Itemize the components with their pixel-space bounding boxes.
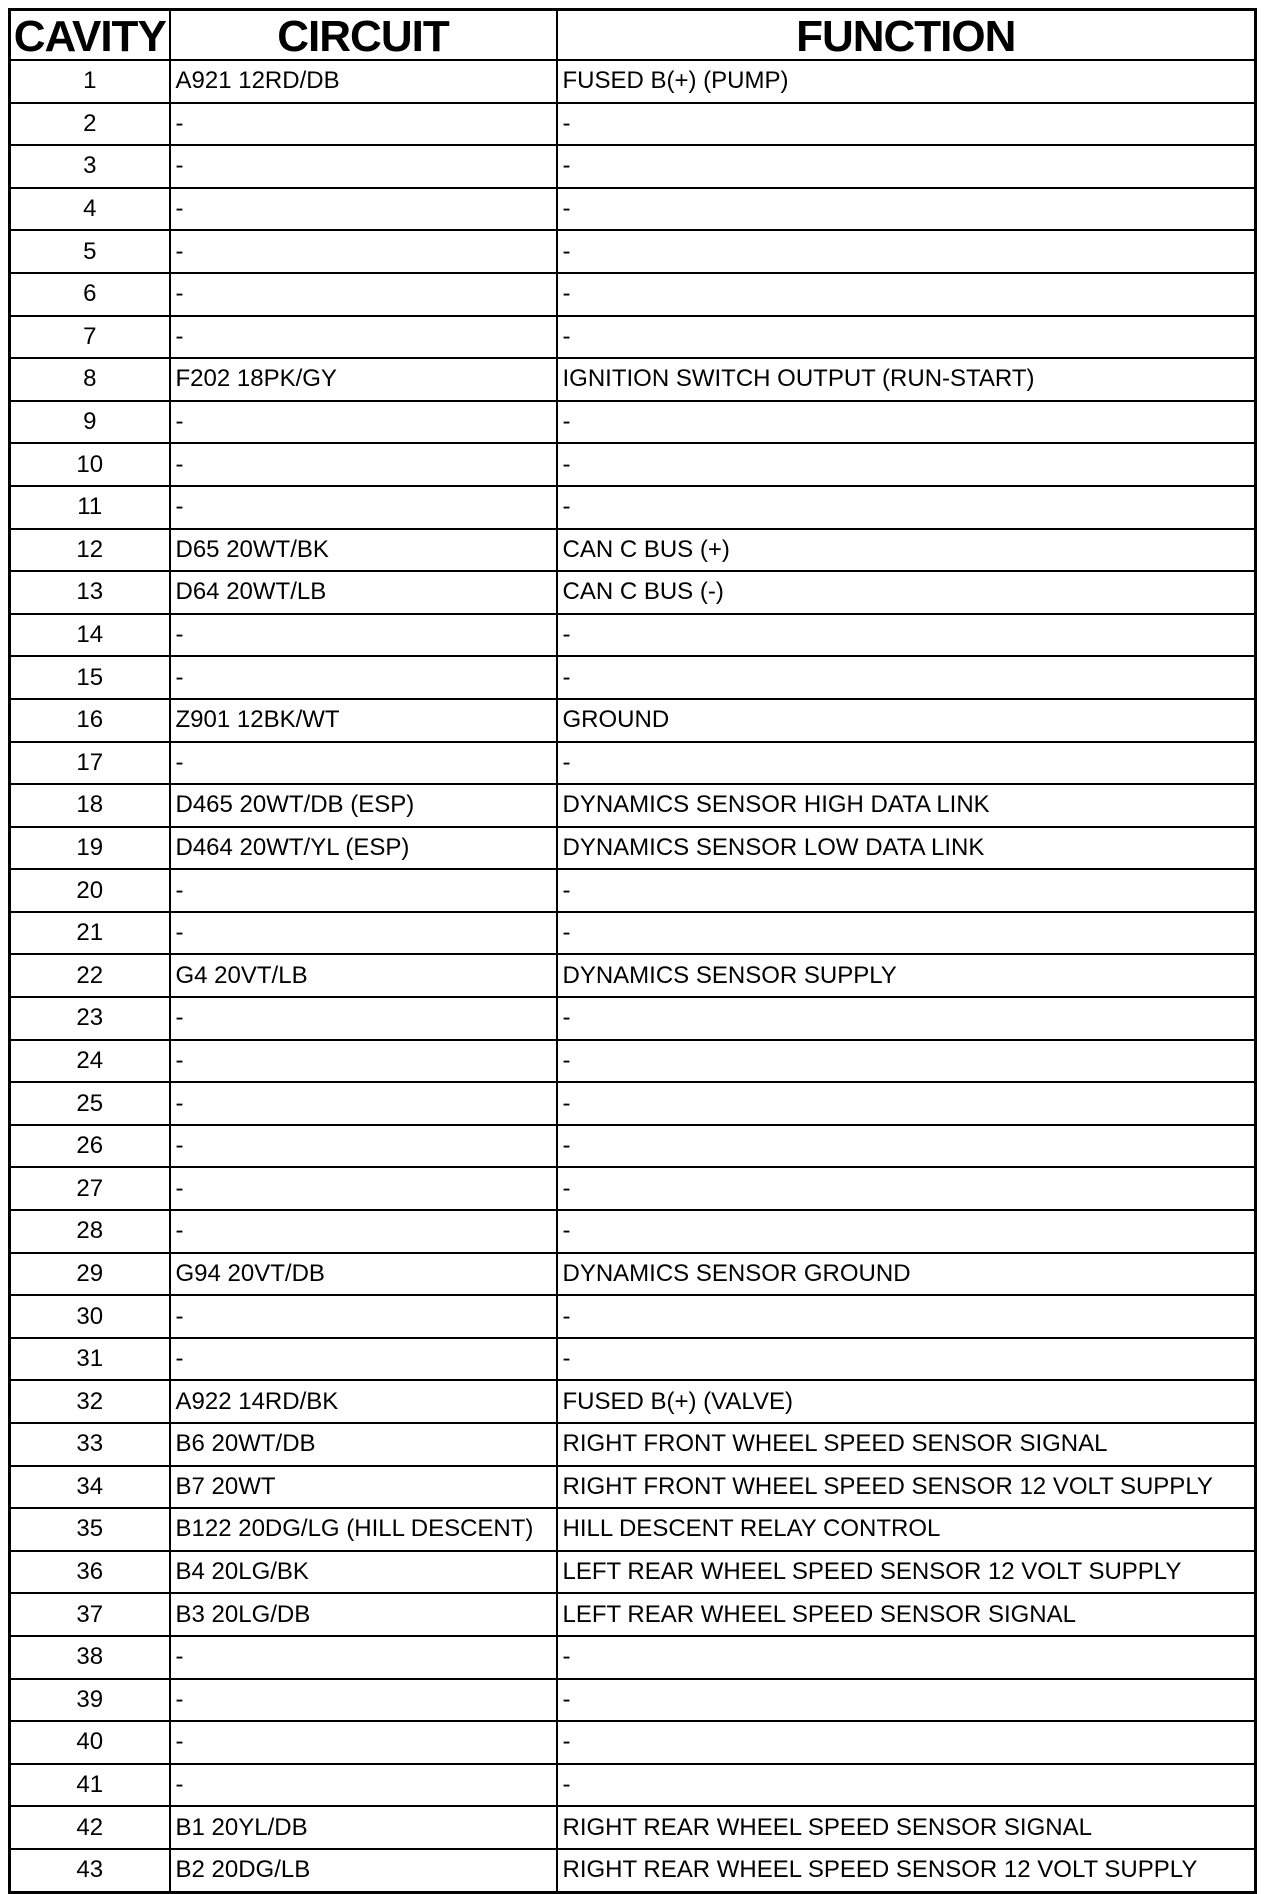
cavity-cell: 29 [10,1253,170,1296]
table-row [10,1253,1256,1296]
pinout-table [8,8,1257,1894]
cavity-cell: 3 [10,145,170,188]
cavity-cell: 13 [10,571,170,614]
header-row [10,10,1256,61]
circuit-cell: A921 12RD/DB [170,60,557,103]
function-cell: - [557,486,1256,529]
function-cell: - [557,742,1256,785]
table-row [10,1593,1256,1636]
function-cell: FUSED B(+) (VALVE) [557,1380,1256,1423]
table-row [10,571,1256,614]
table-body [10,60,1256,1892]
cavity-cell: 33 [10,1423,170,1466]
function-cell: - [557,1636,1256,1679]
table-row [10,60,1256,103]
table-row [10,273,1256,316]
circuit-cell: - [170,1167,557,1210]
circuit-cell: - [170,656,557,699]
cavity-cell: 24 [10,1040,170,1083]
function-cell: CAN C BUS (-) [557,571,1256,614]
function-cell: - [557,997,1256,1040]
circuit-cell: D464 20WT/YL (ESP) [170,827,557,870]
circuit-cell: - [170,997,557,1040]
cavity-cell: 21 [10,912,170,955]
cavity-cell: 18 [10,784,170,827]
function-cell: DYNAMICS SENSOR HIGH DATA LINK [557,784,1256,827]
circuit-cell: G4 20VT/LB [170,954,557,997]
function-cell: - [557,1679,1256,1722]
table-row [10,443,1256,486]
circuit-cell: B1 20YL/DB [170,1806,557,1849]
cavity-cell: 30 [10,1295,170,1338]
table-row [10,1040,1256,1083]
function-cell: - [557,1338,1256,1381]
table-row [10,230,1256,273]
circuit-cell: - [170,1125,557,1168]
table-row [10,1721,1256,1764]
circuit-cell: - [170,1082,557,1125]
table-row [10,1508,1256,1551]
cavity-cell: 34 [10,1466,170,1509]
function-cell: LEFT REAR WHEEL SPEED SENSOR 12 VOLT SUPPLY [557,1551,1256,1594]
circuit-cell: - [170,486,557,529]
cavity-cell: 10 [10,443,170,486]
cavity-cell: 27 [10,1167,170,1210]
cavity-cell: 42 [10,1806,170,1849]
function-cell: - [557,1764,1256,1807]
circuit-cell: B4 20LG/BK [170,1551,557,1594]
circuit-cell: - [170,1764,557,1807]
function-cell: RIGHT FRONT WHEEL SPEED SENSOR 12 VOLT SUPPLY [557,1466,1256,1509]
function-cell: - [557,316,1256,359]
circuit-cell: - [170,1040,557,1083]
circuit-cell: G94 20VT/DB [170,1253,557,1296]
circuit-cell: A922 14RD/BK [170,1380,557,1423]
table-row [10,614,1256,657]
cavity-cell: 19 [10,827,170,870]
function-cell: - [557,1210,1256,1253]
table-row [10,656,1256,699]
cavity-cell: 31 [10,1338,170,1381]
function-cell: - [557,401,1256,444]
circuit-cell: B6 20WT/DB [170,1423,557,1466]
cavity-cell: 28 [10,1210,170,1253]
table-row [10,1380,1256,1423]
circuit-cell: Z901 12BK/WT [170,699,557,742]
cavity-cell: 41 [10,1764,170,1807]
cavity-cell: 7 [10,316,170,359]
circuit-cell: F202 18PK/GY [170,358,557,401]
cavity-cell: 43 [10,1849,170,1892]
function-cell: - [557,230,1256,273]
function-cell: - [557,1082,1256,1125]
table-row [10,1423,1256,1466]
function-cell: LEFT REAR WHEEL SPEED SENSOR SIGNAL [557,1593,1256,1636]
cavity-cell: 35 [10,1508,170,1551]
table-row [10,1849,1256,1892]
function-cell: - [557,1040,1256,1083]
cavity-cell: 36 [10,1551,170,1594]
table-row [10,912,1256,955]
function-cell: IGNITION SWITCH OUTPUT (RUN-START) [557,358,1256,401]
cavity-cell: 23 [10,997,170,1040]
cavity-cell: 4 [10,188,170,231]
table-row [10,1636,1256,1679]
function-cell: - [557,614,1256,657]
cavity-cell: 22 [10,954,170,997]
circuit-cell: - [170,1210,557,1253]
table-row [10,869,1256,912]
function-cell: HILL DESCENT RELAY CONTROL [557,1508,1256,1551]
circuit-cell: B2 20DG/LB [170,1849,557,1892]
circuit-cell: D65 20WT/BK [170,529,557,572]
cavity-cell: 8 [10,358,170,401]
table-row [10,827,1256,870]
function-cell: RIGHT FRONT WHEEL SPEED SENSOR SIGNAL [557,1423,1256,1466]
circuit-cell: - [170,103,557,146]
table-row [10,1295,1256,1338]
circuit-cell: - [170,145,557,188]
cavity-cell: 26 [10,1125,170,1168]
circuit-cell: - [170,230,557,273]
function-cell: - [557,656,1256,699]
table-row [10,1764,1256,1807]
table-row [10,1082,1256,1125]
cavity-cell: 11 [10,486,170,529]
table-row [10,1167,1256,1210]
cavity-cell: 39 [10,1679,170,1722]
cavity-cell: 5 [10,230,170,273]
table-row [10,1679,1256,1722]
function-cell: - [557,1721,1256,1764]
circuit-cell: - [170,1338,557,1381]
function-cell: - [557,103,1256,146]
cavity-cell: 2 [10,103,170,146]
table-row [10,1125,1256,1168]
circuit-cell: - [170,401,557,444]
cavity-cell: 12 [10,529,170,572]
table-row [10,529,1256,572]
function-cell: - [557,1295,1256,1338]
function-cell: - [557,145,1256,188]
function-cell: - [557,273,1256,316]
table-row [10,188,1256,231]
table-row [10,784,1256,827]
header-circuit: CIRCUIT [170,10,557,61]
table-row [10,401,1256,444]
table-row [10,699,1256,742]
table-row [10,954,1256,997]
header-cavity: CAVITY [10,10,170,61]
circuit-cell: - [170,316,557,359]
function-cell: - [557,443,1256,486]
function-cell: - [557,1167,1256,1210]
cavity-cell: 32 [10,1380,170,1423]
circuit-cell: - [170,912,557,955]
circuit-cell: - [170,1679,557,1722]
circuit-cell: B7 20WT [170,1466,557,1509]
circuit-cell: B122 20DG/LG (HILL DESCENT) [170,1508,557,1551]
cavity-cell: 40 [10,1721,170,1764]
table-row [10,1806,1256,1849]
function-cell: - [557,1125,1256,1168]
table-header [10,10,1256,61]
circuit-cell: D465 20WT/DB (ESP) [170,784,557,827]
circuit-cell: - [170,869,557,912]
table-row [10,1551,1256,1594]
circuit-cell: - [170,1295,557,1338]
cavity-cell: 16 [10,699,170,742]
table-row [10,997,1256,1040]
cavity-cell: 15 [10,656,170,699]
header-function: FUNCTION [557,10,1256,61]
function-cell: CAN C BUS (+) [557,529,1256,572]
circuit-cell: - [170,188,557,231]
circuit-cell: - [170,1636,557,1679]
function-cell: FUSED B(+) (PUMP) [557,60,1256,103]
cavity-cell: 14 [10,614,170,657]
function-cell: DYNAMICS SENSOR SUPPLY [557,954,1256,997]
table-row [10,486,1256,529]
circuit-cell: - [170,273,557,316]
cavity-cell: 9 [10,401,170,444]
cavity-cell: 25 [10,1082,170,1125]
table-row [10,1210,1256,1253]
cavity-cell: 6 [10,273,170,316]
function-cell: - [557,869,1256,912]
table-row [10,742,1256,785]
function-cell: GROUND [557,699,1256,742]
table-row [10,358,1256,401]
cavity-cell: 38 [10,1636,170,1679]
function-cell: RIGHT REAR WHEEL SPEED SENSOR SIGNAL [557,1806,1256,1849]
cavity-cell: 1 [10,60,170,103]
circuit-cell: - [170,614,557,657]
function-cell: - [557,912,1256,955]
cavity-cell: 37 [10,1593,170,1636]
table-row [10,1466,1256,1509]
function-cell: RIGHT REAR WHEEL SPEED SENSOR 12 VOLT SUPPLY [557,1849,1256,1892]
circuit-cell: - [170,742,557,785]
function-cell: DYNAMICS SENSOR GROUND [557,1253,1256,1296]
circuit-cell: D64 20WT/LB [170,571,557,614]
table-row [10,1338,1256,1381]
function-cell: - [557,188,1256,231]
function-cell: DYNAMICS SENSOR LOW DATA LINK [557,827,1256,870]
table-row [10,145,1256,188]
circuit-cell: B3 20LG/DB [170,1593,557,1636]
table-row [10,316,1256,359]
cavity-cell: 20 [10,869,170,912]
table-row [10,103,1256,146]
cavity-cell: 17 [10,742,170,785]
circuit-cell: - [170,1721,557,1764]
circuit-cell: - [170,443,557,486]
connector-pinout-sheet [8,8,1254,1894]
